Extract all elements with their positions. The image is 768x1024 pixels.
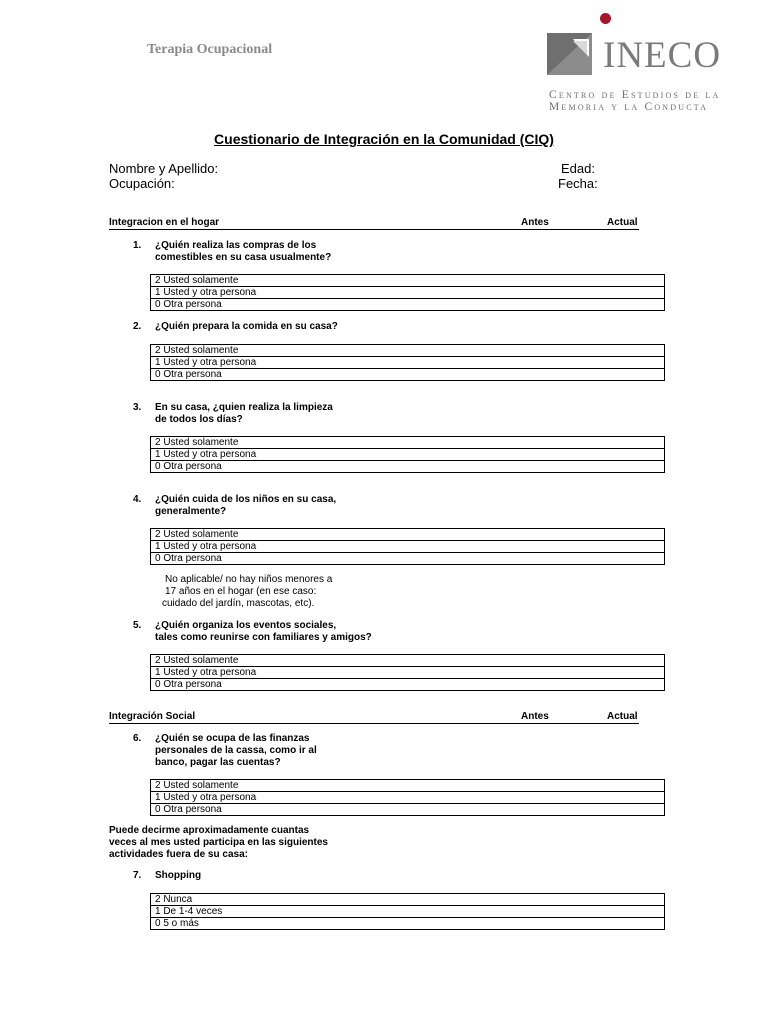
question-line: tales como reunirse con familiares y amigos? <box>155 632 372 643</box>
question-number: 6. <box>133 733 142 744</box>
answer-option[interactable]: 2 Usted solamente <box>151 655 665 667</box>
question-line: ¿Quién prepara la comida en su casa? <box>155 321 338 332</box>
logo-subtitle-line2: Memoria y la Conducta <box>549 101 709 113</box>
not-applicable-note-line: 17 años en el hogar (en ese caso: <box>165 586 317 597</box>
logo-dot <box>600 13 611 24</box>
age-field-label: Edad: <box>561 161 595 176</box>
section-col-before: Antes <box>521 217 549 228</box>
section-col-current: Actual <box>607 711 638 722</box>
answer-option[interactable]: 0 Otra persona <box>151 461 665 473</box>
answer-option[interactable]: 0 Otra persona <box>151 369 665 381</box>
answer-option-row[interactable] <box>151 792 665 804</box>
answer-option-row[interactable] <box>151 529 665 541</box>
answer-option[interactable]: 0 Otra persona <box>151 553 665 565</box>
question-number: 3. <box>133 402 142 413</box>
answer-option-row[interactable] <box>151 679 665 691</box>
answer-option[interactable]: 2 Usted solamente <box>151 780 665 792</box>
intro-line: veces al mes usted participa en las siguientes <box>109 837 328 848</box>
occupation-field-label: Ocupación: <box>109 176 175 191</box>
answer-option[interactable]: 1 Usted y otra persona <box>151 792 665 804</box>
question-line: personales de la cassa, como ir al <box>155 745 317 756</box>
question-line: de todos los días? <box>155 414 243 425</box>
question-number: 4. <box>133 494 142 505</box>
answer-option-row[interactable] <box>151 655 665 667</box>
not-applicable-note-line: No aplicable/ no hay niños menores a <box>165 574 333 585</box>
intro-line: Puede decirme aproximadamente cuantas <box>109 825 310 836</box>
answer-option[interactable]: 1 Usted y otra persona <box>151 449 665 461</box>
answer-option[interactable]: 1 Usted y otra persona <box>151 287 665 299</box>
answer-option-row[interactable] <box>151 299 665 311</box>
social-activities-intro <box>109 825 328 861</box>
answer-option[interactable]: 1 Usted y otra persona <box>151 357 665 369</box>
answer-option-row[interactable] <box>151 906 665 918</box>
logo-subtitle-line1: Centro de Estudios de la <box>549 89 721 101</box>
question-text <box>155 321 338 333</box>
ineco-logo-mark <box>547 33 592 75</box>
answer-option[interactable]: 1 De 1-4 veces <box>151 906 665 918</box>
answer-option[interactable]: 2 Usted solamente <box>151 529 665 541</box>
question-line: En su casa, ¿quien realiza la limpieza <box>155 402 333 413</box>
document-title: Cuestionario de Integración en la Comunidad (CIQ) <box>214 131 554 147</box>
question-line: generalmente? <box>155 506 227 517</box>
question-number: 2. <box>133 321 142 332</box>
question-text <box>155 733 317 769</box>
answer-option-row[interactable] <box>151 780 665 792</box>
question-text <box>155 402 333 426</box>
question-number: 5. <box>133 620 142 631</box>
section-col-before: Antes <box>521 711 549 722</box>
question-text <box>155 494 336 518</box>
answer-options-table <box>150 654 665 691</box>
question-line: ¿Quién cuida de los niños en su casa, <box>155 494 337 505</box>
answer-option-row[interactable] <box>151 275 665 287</box>
question-number: 1. <box>133 240 142 251</box>
answer-option-row[interactable] <box>151 287 665 299</box>
answer-option[interactable]: 0 5 o más <box>151 918 665 930</box>
answer-option[interactable]: 2 Usted solamente <box>151 275 665 287</box>
answer-option-row[interactable] <box>151 449 665 461</box>
question-text <box>155 620 372 644</box>
section-label-home: Integracion en el hogar <box>109 217 220 228</box>
answer-option-row[interactable] <box>151 894 665 906</box>
question-text <box>155 240 331 264</box>
answer-option-row[interactable] <box>151 345 665 357</box>
answer-options-table <box>150 779 665 816</box>
not-applicable-note-line: cuidado del jardín, mascotas, etc). <box>162 598 315 609</box>
answer-options-table <box>150 528 665 565</box>
answer-option[interactable]: 0 Otra persona <box>151 679 665 691</box>
answer-option-row[interactable] <box>151 541 665 553</box>
section-label-social: Integración Social <box>109 711 196 722</box>
answer-option-row[interactable] <box>151 369 665 381</box>
section-rule <box>109 723 639 724</box>
answer-option[interactable]: 2 Usted solamente <box>151 345 665 357</box>
date-field-label: Fecha: <box>558 176 598 191</box>
answer-option-row[interactable] <box>151 357 665 369</box>
answer-option[interactable]: 0 Otra persona <box>151 299 665 311</box>
answer-option[interactable]: 0 Otra persona <box>151 804 665 816</box>
answer-option-row[interactable] <box>151 667 665 679</box>
answer-option-row[interactable] <box>151 918 665 930</box>
answer-options-table <box>150 436 665 473</box>
logo-wordmark: INECO <box>603 35 722 76</box>
question-line: ¿Quién realiza las compras de los <box>155 240 317 251</box>
question-text <box>155 870 201 882</box>
question-line: ¿Quién organiza los eventos sociales, <box>155 620 337 631</box>
intro-line: actividades fuera de su casa: <box>109 849 248 860</box>
answer-options-table <box>150 274 665 311</box>
answer-option-row[interactable] <box>151 804 665 816</box>
answer-option[interactable]: 2 Nunca <box>151 894 665 906</box>
answer-options-table <box>150 893 665 930</box>
answer-option[interactable]: 1 Usted y otra persona <box>151 541 665 553</box>
question-number: 7. <box>133 870 142 881</box>
answer-option-row[interactable] <box>151 437 665 449</box>
answer-options-table <box>150 344 665 381</box>
question-line: banco, pagar las cuentas? <box>155 757 281 768</box>
answer-option-row[interactable] <box>151 461 665 473</box>
answer-option[interactable]: 2 Usted solamente <box>151 437 665 449</box>
question-line: comestibles en su casa usualmente? <box>155 252 332 263</box>
answer-option[interactable]: 1 Usted y otra persona <box>151 667 665 679</box>
question-line: ¿Quién se ocupa de las finanzas <box>155 733 310 744</box>
section-col-current: Actual <box>607 217 638 228</box>
department-title: Terapia Ocupacional <box>147 42 273 57</box>
name-field-label: Nombre y Apellido: <box>109 161 219 176</box>
answer-option-row[interactable] <box>151 553 665 565</box>
question-line: Shopping <box>155 870 202 881</box>
section-rule <box>109 229 639 230</box>
